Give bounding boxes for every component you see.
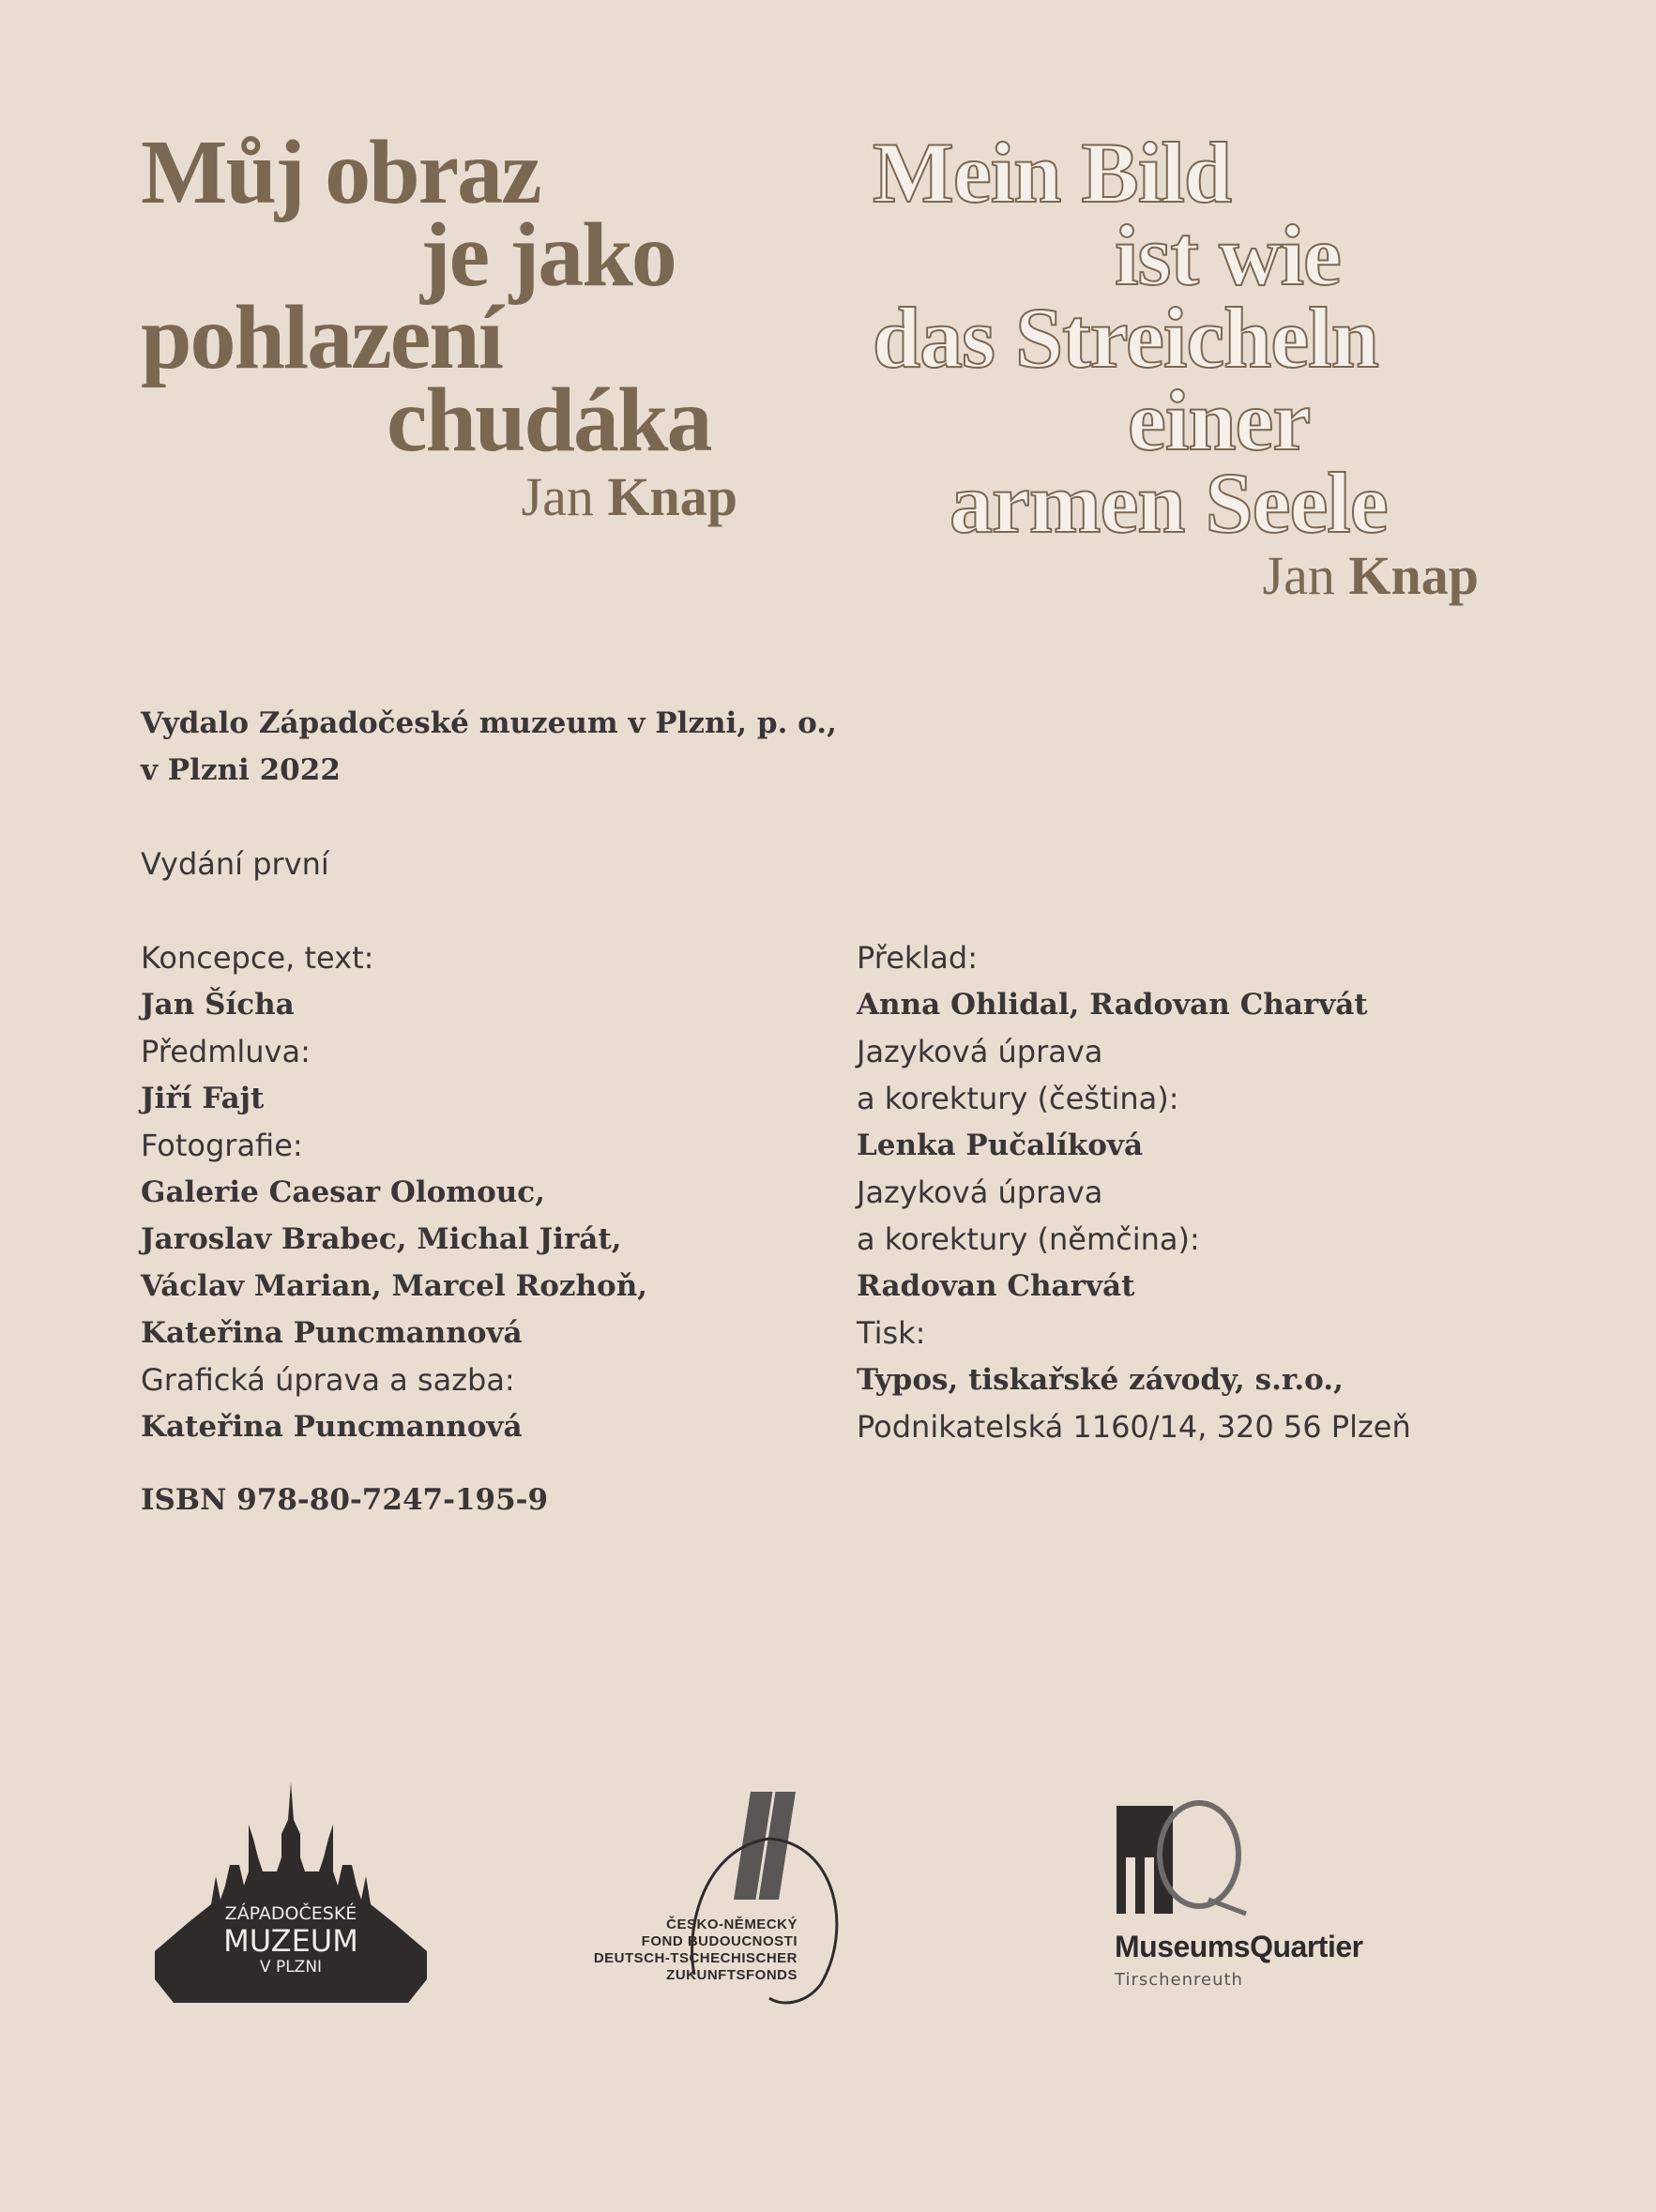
title-de-line: Mein Bild [873,125,1232,220]
title-de-line: das Streicheln [873,290,1378,386]
credits-left [141,934,837,1450]
title-de [873,125,1482,607]
credit-label: Jazyková úprava [857,1174,1103,1210]
credit-label: Grafická úprava a sazba: [141,1362,515,1398]
credit-label: a korektury (němčina): [857,1221,1200,1257]
edition: Vydání první [141,846,329,882]
credit-value: Typos, tiskařské závody, s.r.o., [857,1363,1344,1397]
zcm-line: ZÁPADOČESKÉ [224,1903,357,1924]
zcm-line: V PLZNI [259,1958,323,1977]
title-de-line: ist wie [1115,207,1341,303]
credit-label: Fotografie: [141,1128,303,1163]
isbn: ISBN 978-80-7247-195-9 [141,1483,549,1517]
publisher-line: Vydalo Západočeské muzeum v Plzni, p. o., [141,706,837,740]
credit-value: Jan Šícha [141,988,295,1022]
title-cz-line: pohlazení [141,287,502,388]
printer-address: Podnikatelská 1160/14, 320 56 Plzeň [857,1409,1411,1445]
fund-line: DEUTSCH-TSCHECHISCHER [593,1950,798,1966]
mq-place: Tirschenreuth [1115,1970,1243,1990]
author-last: Knap [1348,545,1479,606]
fund-line: FOND BUDOUCNOSTI [641,1933,798,1949]
credit-label: Překlad: [857,940,978,976]
credit-value: Jaroslav Brabec, Michal Jirát, [141,1222,622,1256]
title-cz-line: chudáka [387,370,711,471]
credit-value: Václav Marian, Marcel Rozhoň, [141,1269,648,1303]
title-cz-line: je jako [420,205,676,306]
author-de [873,544,1482,607]
author-cz [141,465,741,528]
title-cz [141,122,741,528]
credit-label: Jazyková úprava [857,1034,1103,1069]
credit-value: Galerie Caesar Olomouc, [141,1175,545,1209]
publisher-line: v Plzni 2022 [141,753,341,787]
author-first: Jan [1262,545,1335,606]
imprint-left [141,700,837,1523]
mq-name: MuseumsQuartier [1115,1930,1363,1963]
mq-logo [1115,1796,1424,2012]
credit-label: a korektury (čeština): [857,1081,1179,1116]
credit-value: Lenka Pučalíková [857,1129,1144,1162]
author-last: Knap [607,466,737,527]
author-first: Jan [521,466,594,527]
credit-label: Tisk: [857,1315,926,1351]
fund-line: ČESKO-NĚMECKÝ [666,1917,798,1932]
credit-value: Jiří Fajt [141,1082,265,1115]
title-cz-line: Můj obraz [141,122,540,223]
credit-value: Radovan Charvát [857,1269,1135,1303]
mq-emblem-icon [1115,1796,1424,1918]
title-de-line: armen Seele [950,455,1388,551]
title-de-line: einer [1128,372,1311,468]
zcm-line: MUZEUM [223,1923,358,1959]
credit-label: Koncepce, text: [141,940,374,976]
fund-line: ZUKUNFTSFONDS [666,1967,798,1983]
credit-value: Kateřina Puncmannová [141,1316,523,1350]
credit-value: Anna Ohlidal, Radovan Charvát [857,988,1368,1022]
zcm-logo [141,1782,441,2007]
credits-right [857,934,1411,1450]
credit-label: Předmluva: [141,1034,311,1069]
credit-value: Kateřina Puncmannová [141,1410,523,1444]
fund-logo [582,1787,901,2012]
